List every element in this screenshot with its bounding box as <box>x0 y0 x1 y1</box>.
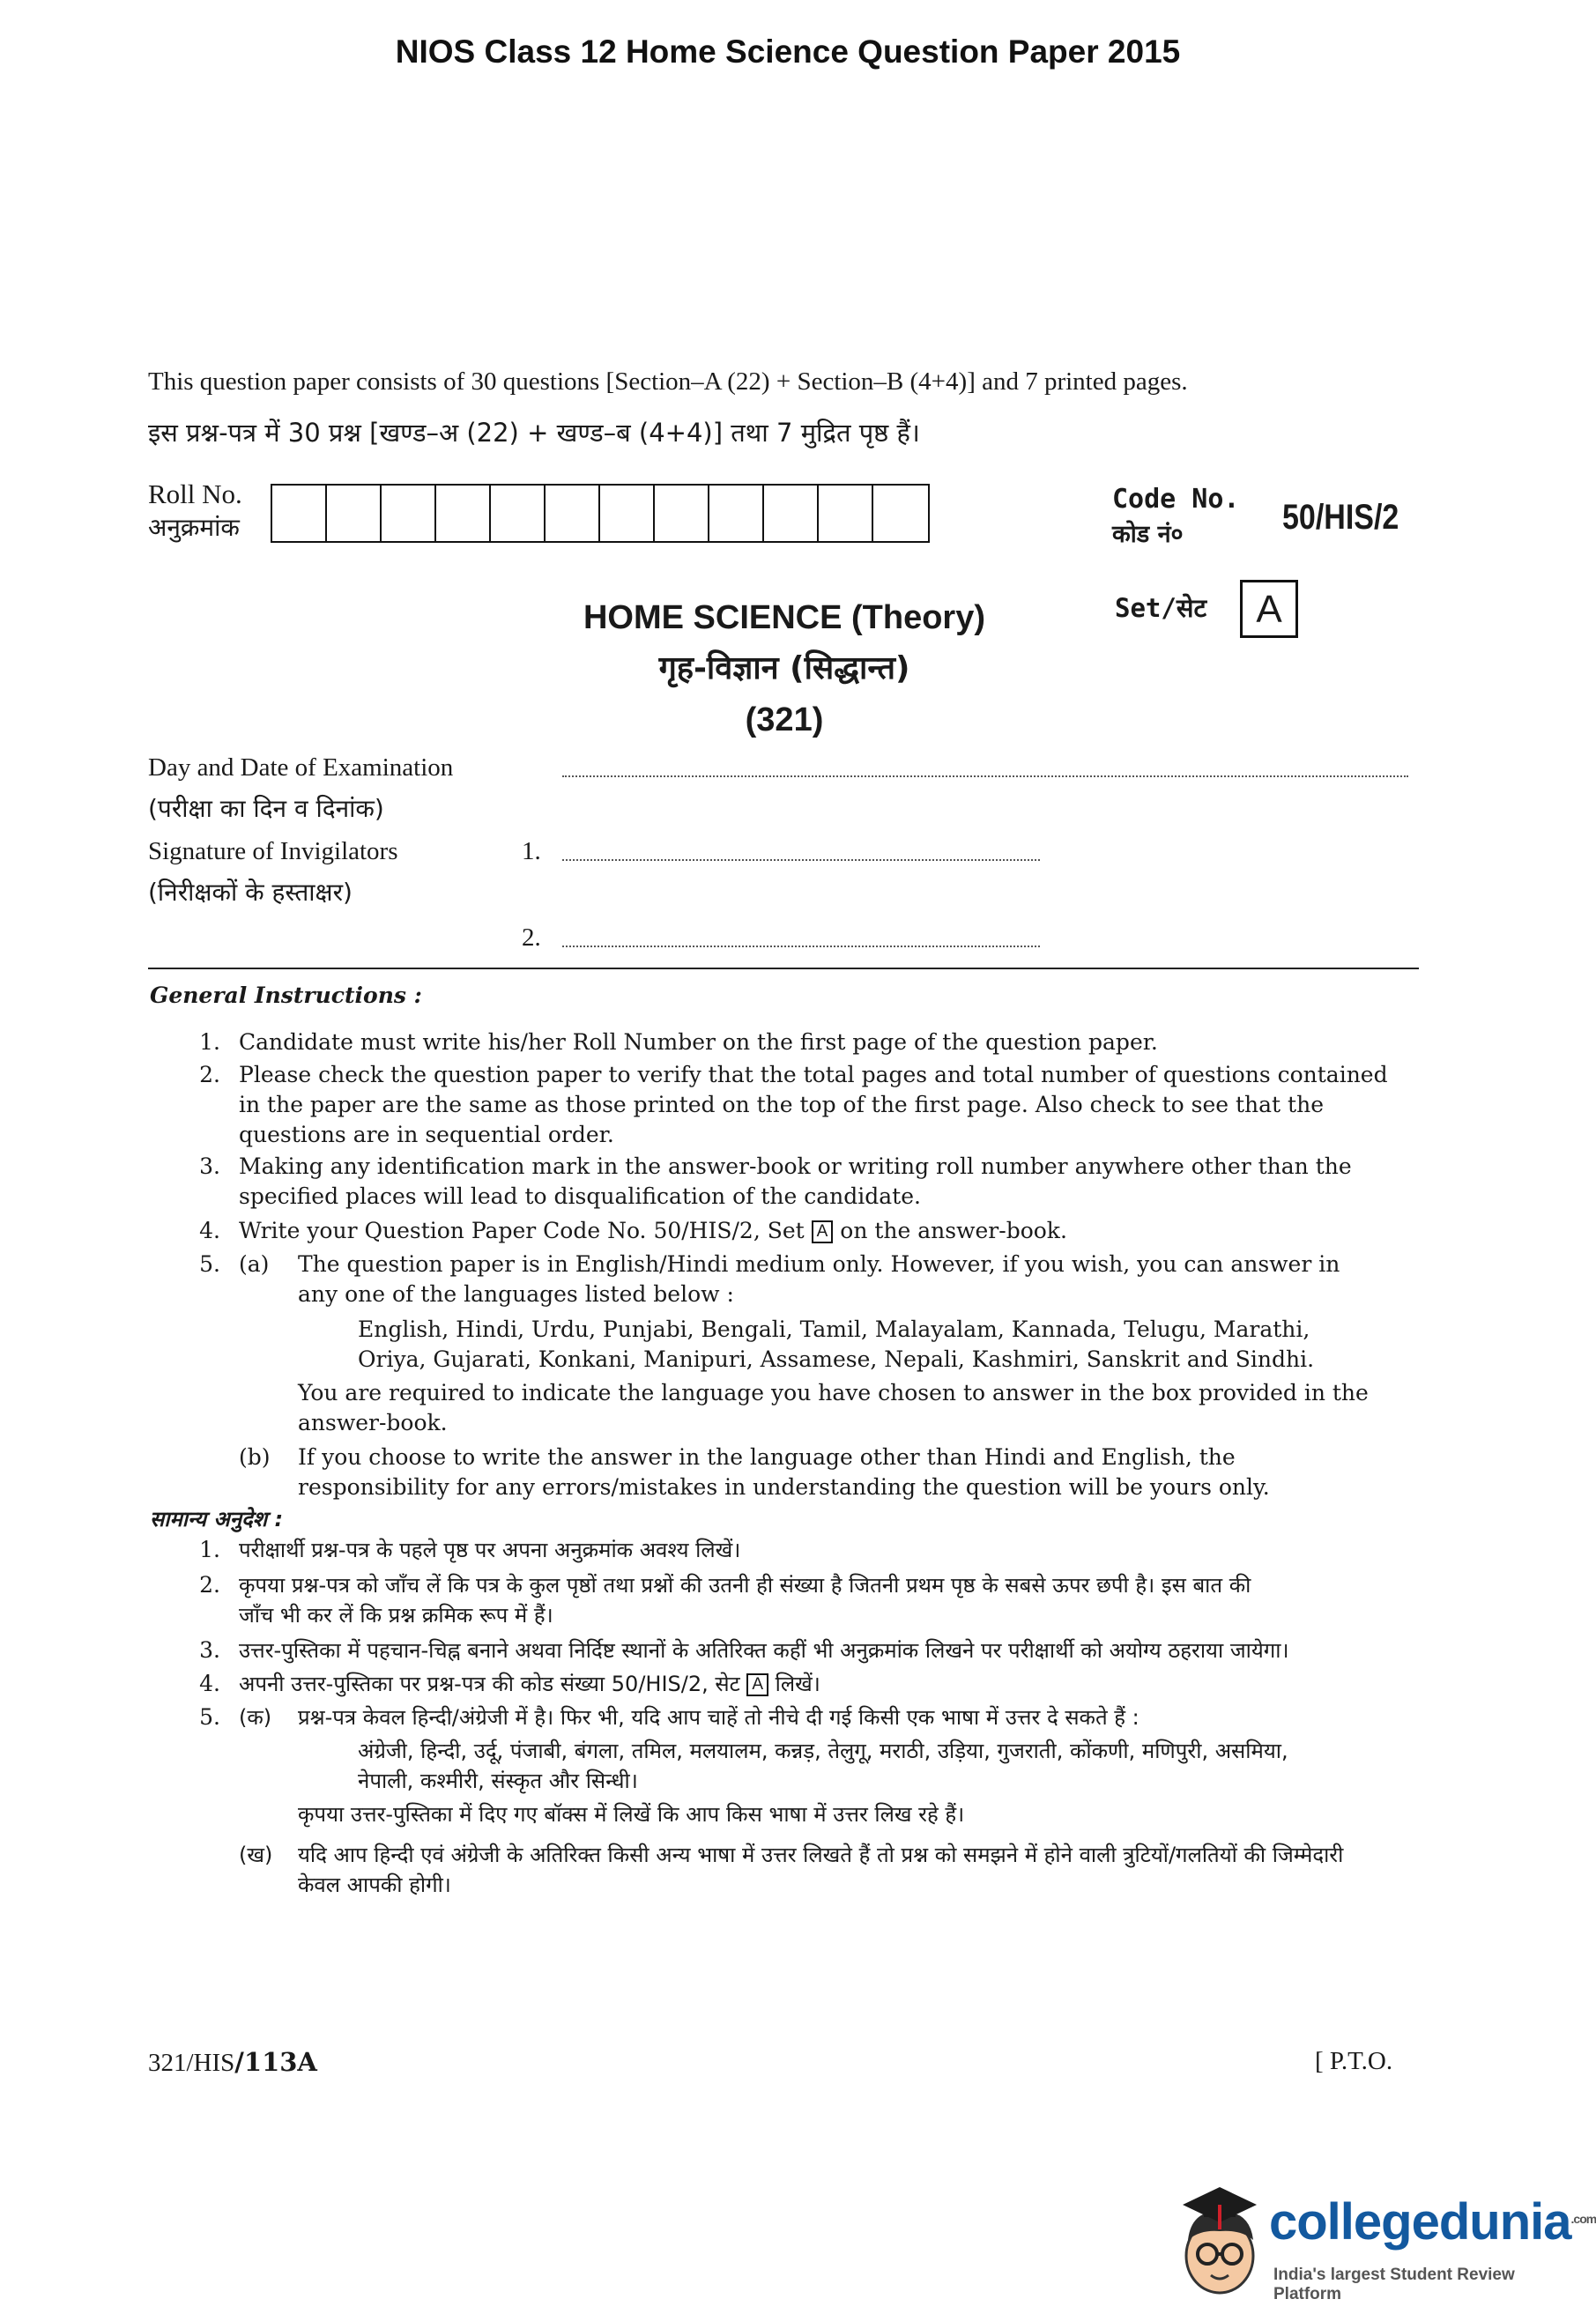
general-instructions-heading-hi: सामान्य अनुदेश : <box>150 1507 284 1532</box>
instruction-line: The question paper is in English/Hindi medium only. However, if you wish, you can answer in <box>298 1251 1340 1277</box>
set-label: Set/सेट <box>1115 593 1207 623</box>
subject-title <box>546 592 1022 745</box>
set-value-box: A <box>1240 580 1298 638</box>
exam-date-label-hi: (परीक्षा का दिन व दिनांक) <box>148 794 384 823</box>
instruction-line: specified places will lead to disqualification of the candidate. <box>239 1183 921 1209</box>
instruction-text: Write your Question Paper Code No. 50/HIS/2, Set <box>239 1218 805 1243</box>
signature-2-field[interactable] <box>562 946 1040 947</box>
paper-code-footer <box>148 2047 317 2078</box>
footer-code-prefix: 321/HIS <box>148 2049 235 2077</box>
instruction-en-3 <box>239 1152 1352 1212</box>
instruction-hi-2 <box>239 1570 1251 1630</box>
instruction-en-5b <box>298 1443 1270 1502</box>
instruction-number: 2. <box>199 1062 220 1087</box>
instruction-hi-5a-cont: कृपया उत्तर-पुस्तिका में दिए गए बॉक्स में लिखें कि आप किस भाषा में उत्तर लिख रहे हैं। <box>298 1802 965 1827</box>
set-box-inline: A <box>812 1220 834 1243</box>
instruction-text: on the answer-book. <box>840 1218 1067 1243</box>
brand-logo-text <box>1269 2192 1596 2251</box>
roll-digit-box[interactable] <box>382 486 436 541</box>
instruction-number: 4. <box>199 1671 220 1696</box>
roll-digit-box[interactable] <box>491 486 546 541</box>
signature-1-field[interactable] <box>562 859 1040 861</box>
instruction-number: 2. <box>199 1572 220 1598</box>
subject-title-en: HOME SCIENCE (Theory) <box>583 599 986 636</box>
instruction-number: 1. <box>199 1537 220 1562</box>
signature-1-number: 1. <box>522 837 541 865</box>
instruction-hi-5b <box>298 1840 1343 1900</box>
language-list-hi <box>358 1736 1288 1796</box>
exam-date-label: Day and Date of Examination <box>148 753 454 782</box>
paper-summary-hi: इस प्रश्न-पत्र में 30 प्रश्न [खण्ड–अ (22) + खण्ड–ब (4+4)] तथा 7 मुद्रित पृष्ठ हैं। <box>148 418 920 448</box>
instruction-line: जाँच भी कर लें कि प्रश्न क्रमिक रूप में हैं। <box>239 1603 553 1628</box>
instruction-en-2 <box>239 1060 1388 1150</box>
instruction-en-4 <box>239 1216 1067 1246</box>
language-list-en <box>358 1315 1314 1375</box>
instruction-hi-5a: प्रश्न-पत्र केवल हिन्दी/अंग्रेजी में है। फिर भी, यदि आप चाहें तो नीचे दी गई किसी एक भाषा में उत्तर दे सकते हैं : <box>298 1705 1139 1730</box>
instruction-line: any one of the languages listed below : <box>298 1281 734 1307</box>
brand-suffix: .com <box>1570 2212 1596 2226</box>
subject-title-hi: गृह-विज्ञान (सिद्धान्त) <box>658 650 910 686</box>
roll-digit-box[interactable] <box>600 486 655 541</box>
instruction-hi-3: उत्तर-पुस्तिका में पहचान-चिह्न बनाने अथवा निर्दिष्ट स्थानों के अतिरिक्त कहीं भी अनुक्रमांक लिखने पर परीक्षार्थी को अयोग्य ठहराया जायेगा। <box>239 1638 1289 1663</box>
invigilator-signature-label-hi: (निरीक्षकों के हस्ताक्षर) <box>148 878 353 907</box>
roll-label-en: Roll No. <box>148 478 242 509</box>
instruction-line: केवल आपकी होगी। <box>298 1873 451 1897</box>
roll-digit-box[interactable] <box>272 486 327 541</box>
instruction-line: English, Hindi, Urdu, Punjabi, Bengali, Tamil, Malayalam, Kannada, Telugu, Marathi, <box>358 1316 1310 1342</box>
instruction-line: यदि आप हिन्दी एवं अंग्रेजी के अतिरिक्त किसी अन्य भाषा में उत्तर लिखते हैं तो प्रश्न को समझने में होने वाली त्रुटियों/गलतियों की जिम्मेदारी <box>298 1843 1344 1867</box>
roll-digit-box[interactable] <box>327 486 382 541</box>
general-instructions-heading: General Instructions : <box>150 983 422 1008</box>
code-number-label <box>1112 482 1240 553</box>
brand-tagline: India's largest Student Review Platform <box>1273 2266 1515 2303</box>
instruction-en-1: Candidate must write his/her Roll Number on the first page of the question paper. <box>239 1029 1158 1055</box>
instruction-number: 3. <box>199 1153 220 1179</box>
brand-name: collegedunia <box>1269 2193 1571 2251</box>
set-box-inline: A <box>746 1673 768 1696</box>
instruction-subtag: (ख) <box>239 1843 273 1867</box>
instruction-line: कृपया प्रश्न-पत्र को जाँच लें कि पत्र के कुल पृष्ठों तथा प्रश्नों की उतनी ही संख्या है जितनी प्रथम पृष्ठ के सबसे ऊपर छपी है। इस बात की <box>239 1573 1251 1598</box>
instruction-number: 3. <box>199 1637 220 1663</box>
instruction-line: responsibility for any errors/mistakes in understanding the question will be yours only. <box>298 1474 1270 1500</box>
instruction-number: 4. <box>199 1218 220 1243</box>
section-divider <box>148 968 1419 969</box>
roll-digit-box[interactable] <box>764 486 819 541</box>
roll-number-boxes[interactable] <box>271 484 930 543</box>
footer-code-bold: /113A <box>234 2047 317 2077</box>
code-number-value: 50/HIS/2 <box>1282 498 1399 537</box>
instruction-number: 5. <box>199 1704 220 1730</box>
roll-label-hi: अनुक्रमांक <box>148 513 240 542</box>
roll-number-label <box>148 478 242 545</box>
instruction-line: questions are in sequential order. <box>239 1122 614 1147</box>
instruction-line: Making any identification mark in the answer-book or writing roll number anywhere other than the <box>239 1153 1352 1179</box>
roll-digit-box[interactable] <box>546 486 600 541</box>
roll-digit-box[interactable] <box>655 486 709 541</box>
instruction-line: You are required to indicate the language you have chosen to answer in the box provided in the <box>298 1380 1369 1405</box>
invigilator-signature-label: Signature of Invigilators <box>148 837 398 865</box>
instruction-en-5a-cont <box>298 1378 1369 1438</box>
instruction-line: in the paper are the same as those printed on the top of the first page. Also check to see that the <box>239 1092 1324 1117</box>
instruction-subtag: (क) <box>239 1705 272 1730</box>
instruction-hi-1: परीक्षार्थी प्रश्न-पत्र के पहले पृष्ठ पर अपना अनुक्रमांक अवश्य लिखें। <box>239 1538 741 1562</box>
page-title: NIOS Class 12 Home Science Question Paper 2015 <box>395 33 1181 70</box>
instruction-en-5a <box>298 1250 1340 1309</box>
subject-code: (321) <box>745 701 824 738</box>
exam-date-field[interactable] <box>562 775 1408 777</box>
instruction-subtag: (b) <box>239 1444 271 1470</box>
instruction-line: नेपाली, कश्मीरी, संस्कृत और सिन्धी। <box>358 1769 638 1793</box>
instruction-hi-4 <box>239 1669 820 1699</box>
instruction-line: answer-book. <box>298 1410 448 1435</box>
pto-label: [ P.T.O. <box>1315 2047 1393 2075</box>
code-label-en: Code No. <box>1112 484 1240 515</box>
roll-digit-box[interactable] <box>709 486 764 541</box>
instruction-line: अंग्रेजी, हिन्दी, उर्दू, पंजाबी, बंगला, तमिल, मलयालम, कन्नड़, तेलुगू, मराठी, उड़िया, गुजराती, कोंकणी, मणिपुरी, असमिया, <box>358 1739 1288 1763</box>
instruction-line: Oriya, Gujarati, Konkani, Manipuri, Assamese, Nepali, Kashmiri, Sanskrit and Sindhi. <box>358 1346 1315 1372</box>
roll-digit-box[interactable] <box>436 486 491 541</box>
paper-summary-en: This question paper consists of 30 questions [Section–A (22) + Section–B (4+4)] and 7 printed pages. <box>148 367 1188 396</box>
signature-2-number: 2. <box>522 923 541 952</box>
instruction-text: अपनी उत्तर-पुस्तिका पर प्रश्न-पत्र की कोड संख्या 50/HIS/2, सेट <box>239 1672 740 1696</box>
code-label-hi: कोड नं० <box>1112 521 1184 548</box>
instruction-line: Please check the question paper to verify that the total pages and total number of questions contained <box>239 1062 1388 1087</box>
roll-digit-box[interactable] <box>819 486 873 541</box>
instruction-subtag: (a) <box>239 1251 270 1277</box>
instruction-text: लिखें। <box>775 1672 820 1696</box>
roll-digit-box[interactable] <box>873 486 928 541</box>
instruction-number: 1. <box>199 1029 220 1055</box>
instruction-line: If you choose to write the answer in the language other than Hindi and English, the <box>298 1444 1236 1470</box>
instruction-number: 5. <box>199 1251 220 1277</box>
